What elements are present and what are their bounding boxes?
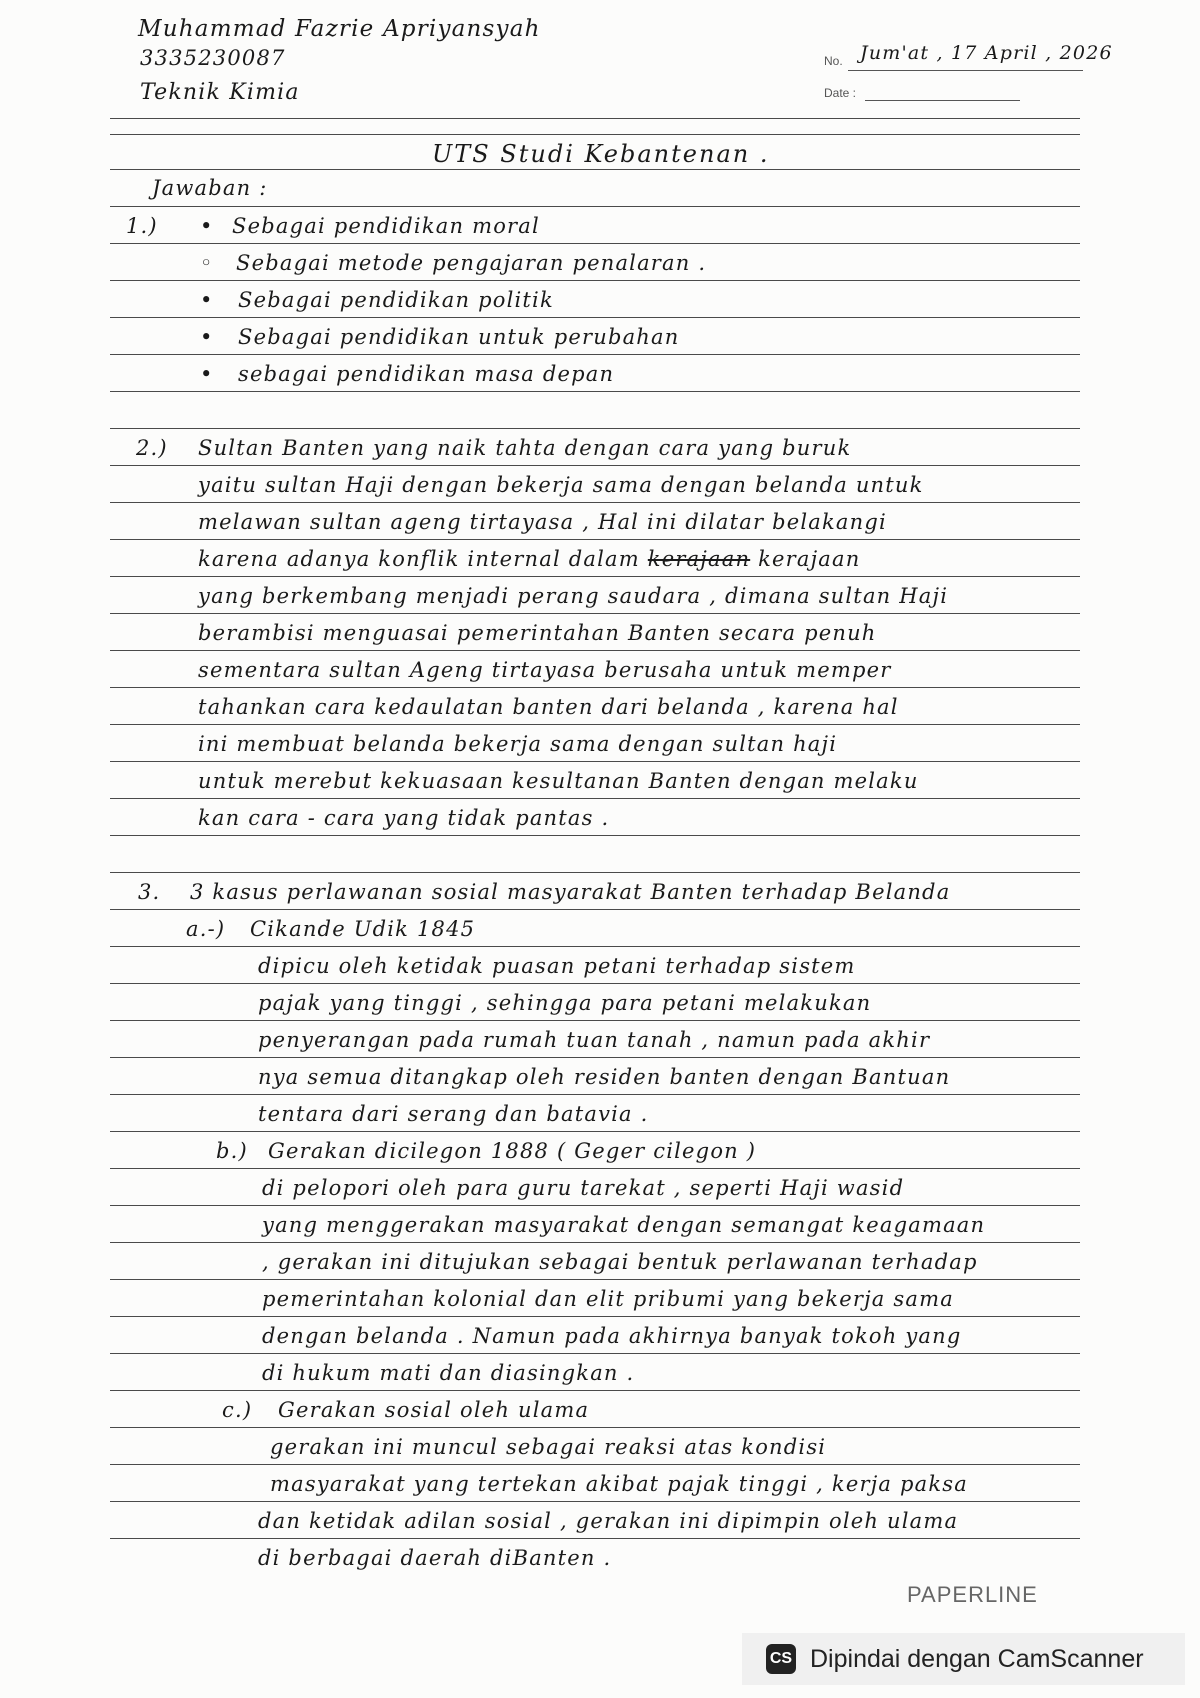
camscanner-text: Dipindai dengan CamScanner	[810, 1644, 1144, 1673]
q2-line: Sultan Banten yang naik tahta dengan cara yang buruk	[198, 436, 852, 460]
q1-bullet: •	[200, 214, 214, 238]
q3a-line: penyerangan pada rumah tuan tanah , namun pada akhir	[258, 1028, 931, 1052]
q3c-label: c.)	[222, 1398, 253, 1422]
q2-line4-end: kerajaan	[758, 547, 861, 571]
q3a-label: a.-)	[186, 917, 226, 941]
q3a-title: Cikande Udik 1845	[250, 917, 476, 941]
q3a-line: dipicu oleh ketidak puasan petani terhadap sistem	[258, 954, 856, 978]
q3a-line: nya semua ditangkap oleh residen banten dengan Bantuan	[258, 1065, 951, 1089]
q2-struck-word: kerajaan	[647, 547, 751, 571]
q2-line: yang berkembang menjadi perang saudara , dimana sultan Haji	[198, 584, 949, 608]
q3b-line: di pelopori oleh para guru tarekat , seperti Haji wasid	[262, 1176, 905, 1200]
q3b-label: b.)	[216, 1139, 248, 1163]
q3c-title: Gerakan sosial oleh ulama	[278, 1398, 590, 1422]
q2-line: yaitu sultan Haji dengan bekerja sama dengan belanda untuk	[198, 473, 924, 497]
q3c-line: dan ketidak adilan sosial , gerakan ini dipimpin oleh ulama	[258, 1509, 959, 1533]
q3a-line: tentara dari serang dan batavia .	[258, 1102, 649, 1126]
q1-number: 1.)	[126, 214, 158, 238]
q1-item: Sebagai metode pengajaran penalaran .	[236, 251, 707, 275]
q2-number: 2.)	[136, 436, 168, 460]
q3b-line: pemerintahan kolonial dan elit pribumi yang bekerja sama	[262, 1287, 954, 1311]
date-underline	[865, 100, 1020, 101]
q2-line: sementara sultan Ageng tirtayasa berusaha untuk memper	[198, 658, 892, 682]
camscanner-logo-icon: CS	[766, 1644, 796, 1674]
q3-number: 3.	[138, 880, 161, 904]
q2-line: berambisi menguasai pemerintahan Banten secara penuh	[198, 621, 877, 645]
no-label: No.	[824, 54, 843, 68]
q1-item: Sebagai pendidikan untuk perubahan	[238, 325, 680, 349]
q3c-line: masyarakat yang tertekan akibat pajak tinggi , kerja paksa	[270, 1472, 968, 1496]
paperline-brand: PAPERLINE	[907, 1582, 1038, 1607]
q2-line: ini membuat belanda bekerja sama dengan sultan haji	[198, 732, 838, 756]
q3b-line: dengan belanda . Namun pada akhirnya banyak tokoh yang	[262, 1324, 962, 1348]
q1-item: Sebagai pendidikan politik	[238, 288, 554, 312]
q3b-line: yang menggerakan masyarakat dengan semangat keagamaan	[262, 1213, 986, 1237]
q1-item: Sebagai pendidikan moral	[232, 214, 540, 238]
q2-line: untuk merebut kekuasaan kesultanan Banten dengan melaku	[198, 769, 919, 793]
no-underline	[848, 70, 1083, 71]
q1-item: sebagai pendidikan masa depan	[238, 362, 615, 386]
jawaban-label: Jawaban :	[152, 176, 268, 200]
q3c-line: gerakan ini muncul sebagai reaksi atas kondisi	[270, 1435, 827, 1459]
q1-bullet: •	[200, 288, 214, 312]
student-nim: 3335230087	[140, 46, 286, 70]
q2-line: melawan sultan ageng tirtayasa , Hal ini dilatar belakangi	[198, 510, 887, 534]
date-label: Date :	[824, 86, 857, 100]
q2-line	[198, 547, 860, 571]
q1-bullet: •	[200, 362, 214, 386]
no-value: Jum'at , 17 April , 2026	[860, 42, 1113, 64]
q1-bullet: ◦	[200, 251, 214, 275]
q2-line: kan cara - cara yang tidak pantas .	[198, 806, 610, 830]
page-title: UTS Studi Kebantenan .	[432, 140, 770, 168]
q3a-line: pajak yang tinggi , sehingga para petani melakukan	[258, 991, 872, 1015]
q3b-line: , gerakan ini ditujukan sebagai bentuk perlawanan terhadap	[262, 1250, 978, 1274]
q2-line4-prefix: karena adanya konflik internal dalam	[198, 547, 640, 571]
q3-heading: 3 kasus perlawanan sosial masyarakat Banten terhadap Belanda	[190, 880, 951, 904]
student-prodi: Teknik Kimia	[140, 80, 300, 105]
q2-line: tahankan cara kedaulatan banten dari belanda , karena hal	[198, 695, 899, 719]
student-name: Muhammad Fazrie Apriyansyah	[138, 16, 541, 42]
camscanner-watermark	[742, 1633, 1185, 1685]
q3c-line: di berbagai daerah diBanten .	[258, 1546, 612, 1570]
q1-bullet: •	[200, 325, 214, 349]
q3b-title: Gerakan dicilegon 1888 ( Geger cilegon )	[268, 1139, 757, 1163]
q3b-line: di hukum mati dan diasingkan .	[262, 1361, 635, 1385]
